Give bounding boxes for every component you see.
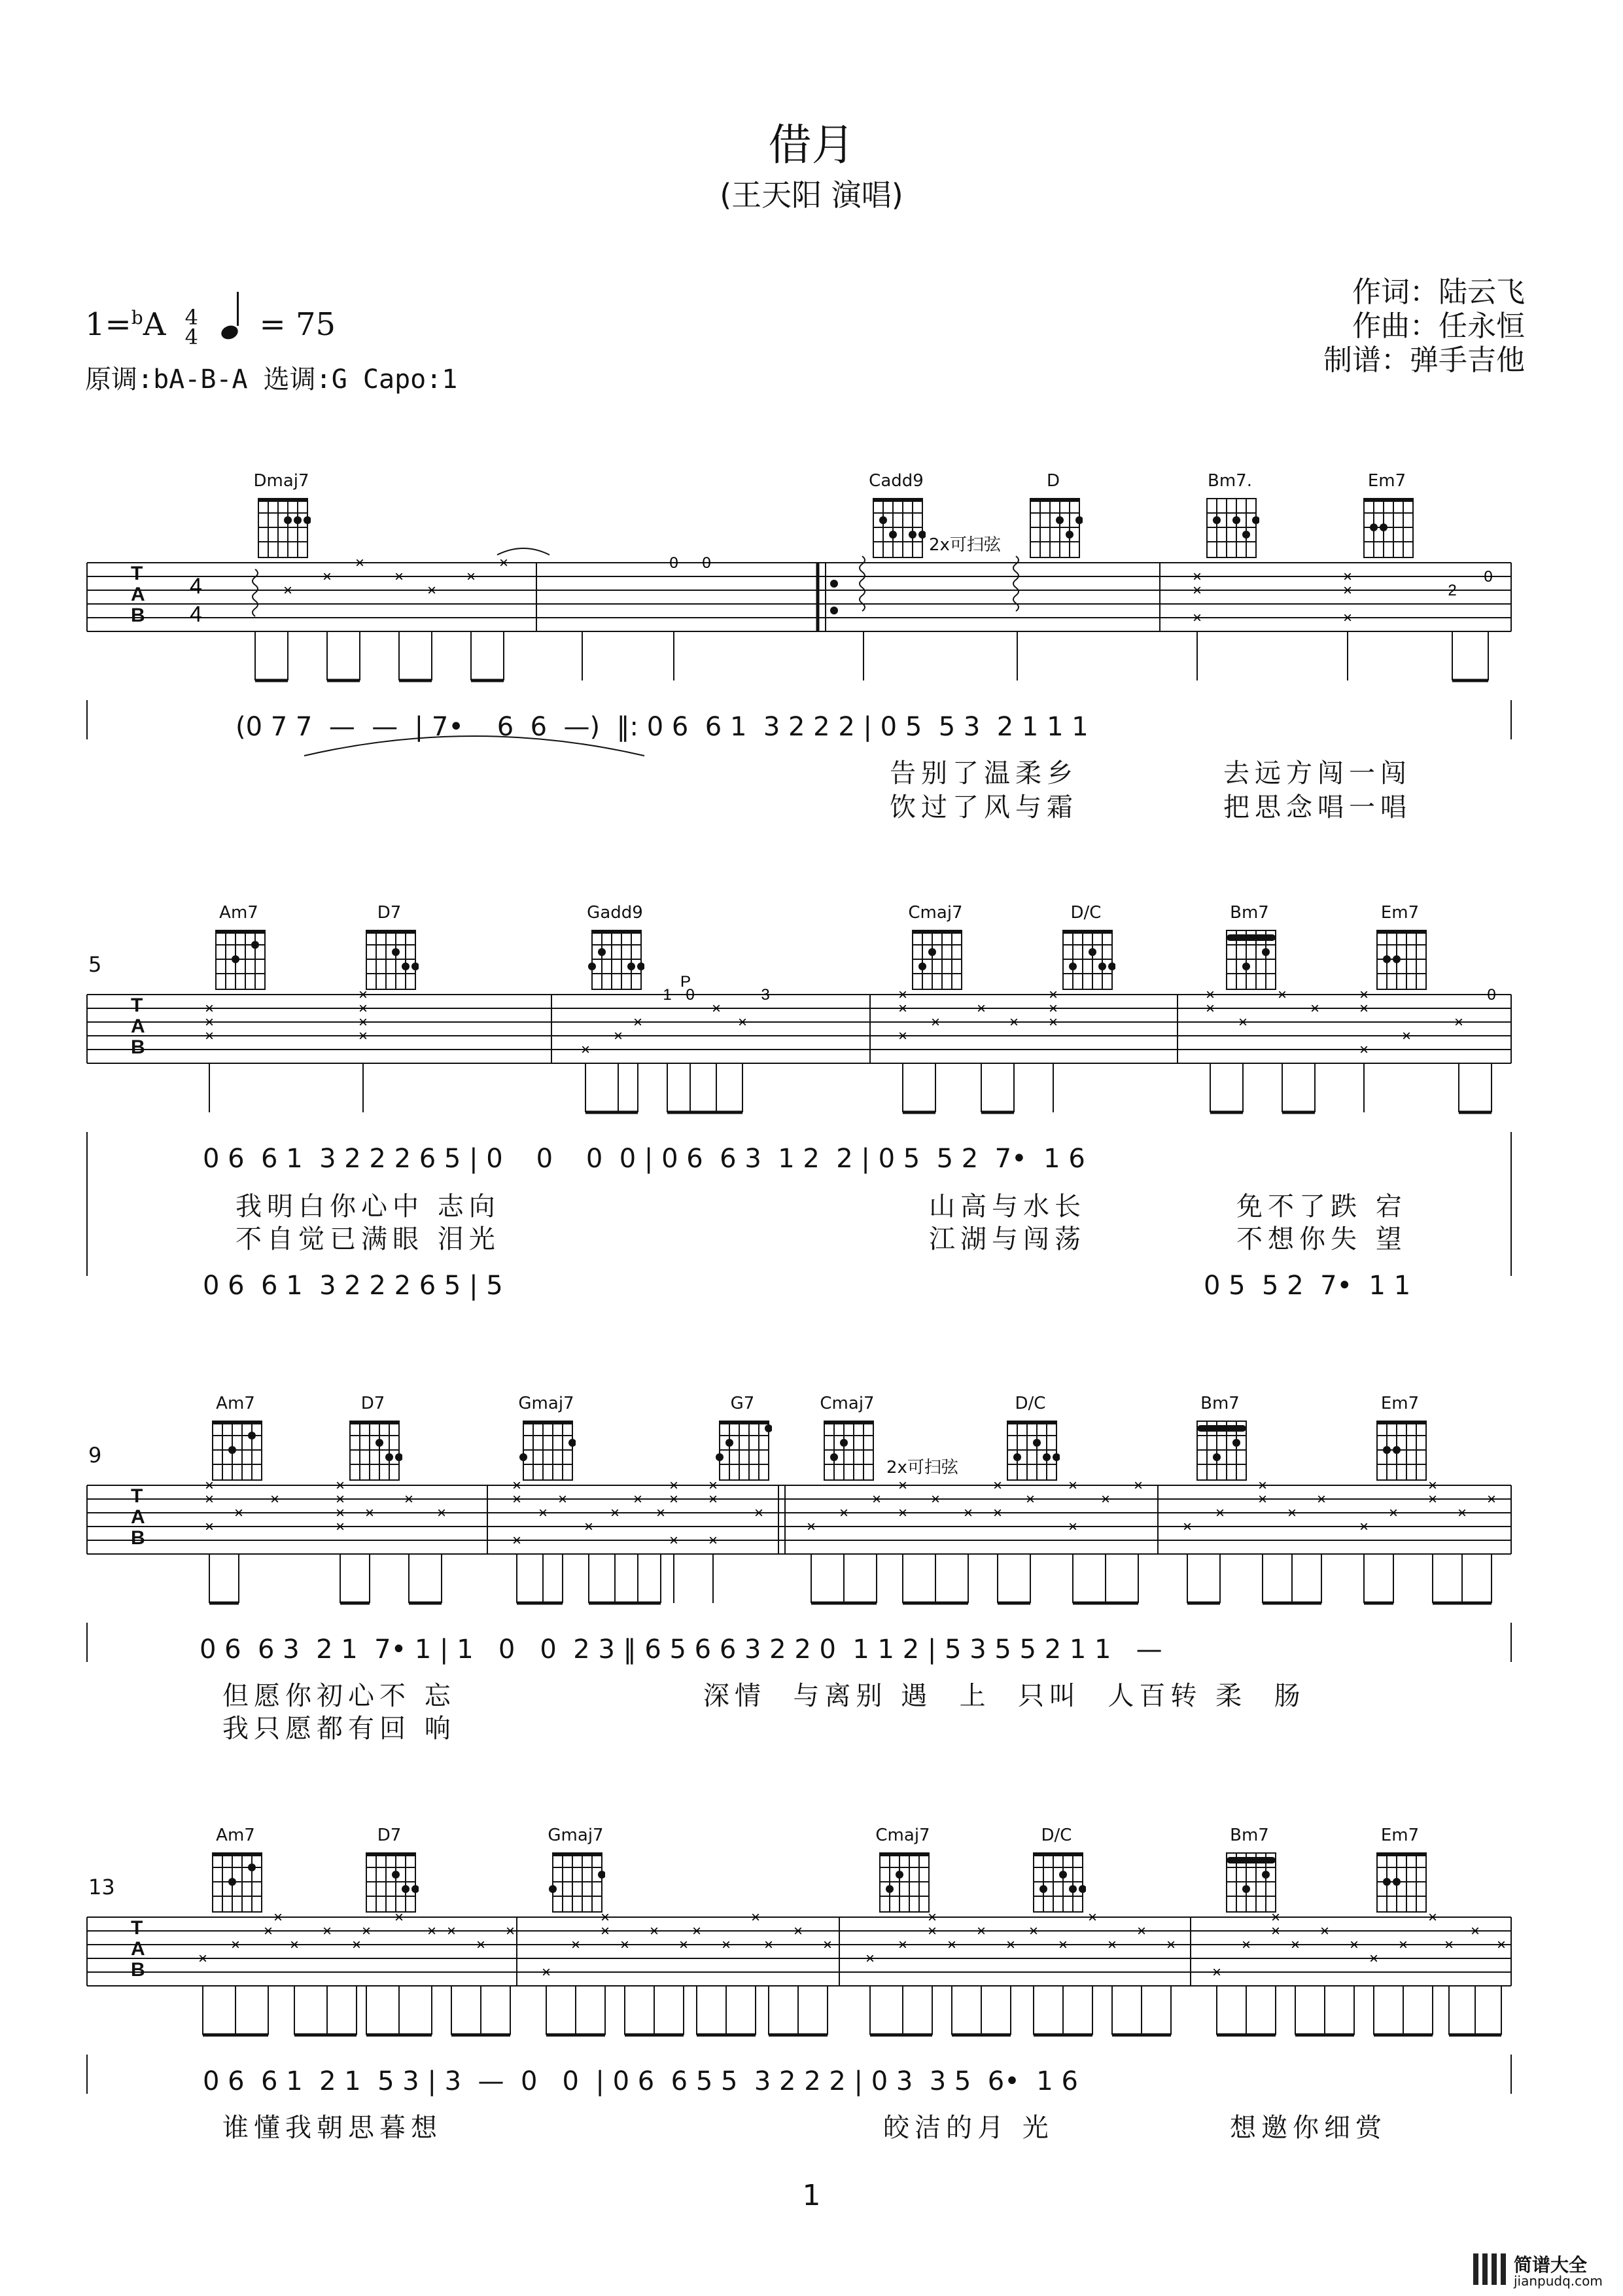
svg-text:4: 4	[190, 602, 202, 627]
svg-text:0: 0	[686, 986, 695, 1004]
chord-grid-icon	[517, 1413, 576, 1485]
svg-text:×: ×	[436, 1504, 447, 1522]
svg-text:×: ×	[1087, 1909, 1098, 1926]
svg-text:2: 2	[1448, 582, 1457, 599]
lyric-line: 皎洁的月 光	[883, 2113, 1054, 2143]
svg-text:×: ×	[1270, 1922, 1281, 1940]
chord-diagram: Am7	[203, 1826, 268, 1917]
svg-text:×: ×	[580, 1041, 591, 1059]
lyric-line: 不自觉已满眼 泪光	[236, 1224, 500, 1254]
chord-grid-icon	[1024, 491, 1083, 563]
svg-text:×: ×	[1359, 1000, 1369, 1017]
chord-diagram: Em7	[1367, 1826, 1433, 1917]
logo-url: jianpudq.com	[1514, 2273, 1603, 2289]
svg-text:×: ×	[678, 1936, 689, 1954]
svg-text:×: ×	[1068, 1477, 1078, 1494]
jianpu-notes: 0 6 6 1 2 1 5 3 | 3 — 0 0 | 0 6 6 5 5 3 2 2 2 | 0 3 3 5 6• 1 6	[203, 2066, 1078, 2096]
chord-grid-icon	[585, 923, 644, 995]
time-sig-bottom: 4	[184, 324, 198, 349]
svg-text:×: ×	[512, 1491, 522, 1508]
svg-text:×: ×	[927, 1909, 937, 1926]
svg-text:×: ×	[1182, 1518, 1193, 1536]
pull-off-mark: P	[680, 973, 691, 991]
svg-text:×: ×	[610, 1504, 620, 1522]
svg-text:×: ×	[358, 986, 368, 1004]
lyric-line: 但愿你初心不 忘	[222, 1681, 456, 1711]
svg-text:×: ×	[721, 1936, 731, 1954]
measure-number: 5	[88, 952, 102, 977]
tab-letter-b: B	[131, 605, 145, 626]
strum-annotation: 2x可扫弦	[886, 1458, 958, 1477]
svg-text:×: ×	[1133, 1477, 1143, 1494]
composer: 作曲：任永恒	[1352, 309, 1525, 343]
chord-diagram: Cmaj7	[814, 1394, 880, 1485]
svg-text:×: ×	[708, 1491, 718, 1508]
svg-text:×: ×	[737, 1014, 748, 1031]
svg-text:×: ×	[669, 1532, 679, 1549]
tab-letter-t: T	[131, 563, 143, 584]
chord-grid-icon	[713, 1413, 772, 1485]
svg-text:×: ×	[1401, 1027, 1412, 1045]
svg-text:×: ×	[263, 1922, 273, 1940]
tab-letter-t: T	[131, 995, 143, 1016]
svg-text:×: ×	[1136, 1922, 1147, 1940]
tab-letter-b: B	[131, 1959, 145, 1981]
chord-diagram: Bm7	[1187, 1394, 1253, 1485]
svg-text:×: ×	[992, 1477, 1003, 1494]
svg-text:×: ×	[898, 986, 908, 1004]
svg-text:×: ×	[927, 1922, 937, 1940]
svg-text:×: ×	[992, 1504, 1003, 1522]
lyric-line: 饮过了风与霜	[890, 792, 1078, 822]
tab-letter-t: T	[131, 1917, 143, 1939]
svg-text:×: ×	[358, 1014, 368, 1031]
svg-text:×: ×	[505, 1922, 515, 1940]
svg-text:×: ×	[711, 1000, 722, 1017]
svg-text:×: ×	[404, 1491, 414, 1508]
svg-text:×: ×	[1212, 1964, 1222, 1981]
svg-text:×: ×	[600, 1909, 610, 1926]
page-number: 1	[802, 2179, 821, 2212]
svg-text:×: ×	[1398, 1936, 1408, 1954]
svg-text:×: ×	[270, 1491, 280, 1508]
chord-grid-icon	[818, 1413, 877, 1485]
svg-text:×: ×	[1342, 609, 1353, 627]
svg-text:×: ×	[204, 1027, 215, 1045]
svg-text:0: 0	[1484, 568, 1493, 586]
jianpu-notes: (0 7 7 — — | 7• 6 6 —) ‖: 0 6 6 1 3 2 2 2 | 0 5 5 3 2 1 1 1	[236, 712, 1089, 742]
tempo: = 75	[259, 306, 336, 343]
svg-text:×: ×	[930, 1491, 941, 1508]
svg-text:×: ×	[466, 568, 476, 586]
svg-text:×: ×	[427, 1922, 437, 1940]
svg-text:×: ×	[335, 1477, 345, 1494]
svg-text:×: ×	[1470, 1922, 1480, 1940]
site-logo	[1472, 2251, 1609, 2290]
svg-text:×: ×	[584, 1518, 594, 1536]
measure-number: 9	[88, 1443, 102, 1468]
chord-grid-icon	[1370, 1413, 1429, 1485]
svg-text:×: ×	[204, 1477, 215, 1494]
svg-text:1: 1	[663, 986, 672, 1004]
svg-text:×: ×	[1359, 1518, 1369, 1536]
svg-text:×: ×	[283, 582, 293, 599]
chord-grid-icon	[252, 491, 311, 563]
svg-text:×: ×	[1486, 1491, 1497, 1508]
svg-text:×: ×	[1257, 1477, 1268, 1494]
svg-text:×: ×	[633, 1491, 643, 1508]
svg-text:×: ×	[364, 1504, 375, 1522]
lyric-line: 山高与水长	[929, 1192, 1086, 1222]
svg-text:×: ×	[1215, 1504, 1225, 1522]
svg-text:×: ×	[669, 1491, 679, 1508]
svg-text:×: ×	[1454, 1014, 1464, 1031]
strum-annotation: 2x可扫弦	[929, 535, 1001, 555]
arranger: 制谱：弹手吉他	[1323, 344, 1525, 377]
svg-text:×: ×	[963, 1504, 973, 1522]
lyric-line: 不想你失 望	[1236, 1224, 1407, 1254]
tab-letter-a: A	[131, 584, 145, 605]
svg-text:×: ×	[1048, 1000, 1058, 1017]
chord-diagram: D7	[357, 903, 422, 995]
svg-text:×: ×	[898, 1504, 908, 1522]
svg-text:×: ×	[865, 1950, 875, 1968]
svg-text:×: ×	[1457, 1504, 1467, 1522]
tab-letter-b: B	[131, 1527, 145, 1549]
svg-text:×: ×	[1205, 986, 1215, 1004]
svg-text:×: ×	[871, 1491, 882, 1508]
svg-text:×: ×	[538, 1504, 548, 1522]
chord-diagram: D7	[357, 1826, 422, 1917]
svg-text:×: ×	[541, 1964, 551, 1981]
svg-text:×: ×	[1238, 1014, 1248, 1031]
svg-text:×: ×	[754, 1504, 764, 1522]
quarter-note-icon	[220, 323, 240, 342]
svg-text:×: ×	[1100, 1491, 1111, 1508]
svg-text:×: ×	[1192, 582, 1202, 599]
svg-text:×: ×	[198, 1950, 208, 1968]
svg-text:×: ×	[1205, 1000, 1215, 1017]
svg-text:×: ×	[1319, 1922, 1330, 1940]
measure-number: 13	[88, 1875, 115, 1899]
chord-diagram: Dmaj7	[249, 471, 314, 563]
chord-diagram: D/C	[998, 1394, 1063, 1485]
chord-diagram: Bm7	[1217, 903, 1282, 995]
tab-letter-t: T	[131, 1485, 143, 1507]
svg-text:×: ×	[1290, 1936, 1300, 1954]
svg-text:×: ×	[708, 1532, 718, 1549]
svg-text:0: 0	[669, 554, 678, 572]
svg-text:×: ×	[1444, 1936, 1454, 1954]
chord-grid-icon	[360, 1845, 419, 1917]
svg-text:×: ×	[1359, 1041, 1369, 1059]
chord-diagram: D	[1021, 471, 1086, 563]
chord-grid-icon	[209, 923, 268, 995]
svg-text:×: ×	[361, 1922, 372, 1940]
jianpu-notes-alt: 0 5 5 2 7• 1 1	[1204, 1271, 1411, 1301]
svg-text:×: ×	[898, 1000, 908, 1017]
tab-letter-a: A	[131, 1016, 145, 1037]
svg-text:×: ×	[1270, 1909, 1281, 1926]
lyric-line: 想邀你细赏	[1230, 2113, 1387, 2143]
svg-text:×: ×	[793, 1922, 803, 1940]
svg-text:×: ×	[1257, 1491, 1268, 1508]
chord-diagram: D/C	[1053, 903, 1119, 995]
chord-grid-icon	[1220, 1845, 1279, 1917]
svg-text:×: ×	[763, 1936, 774, 1954]
svg-text:×: ×	[930, 1014, 941, 1031]
svg-text:×: ×	[655, 1504, 666, 1522]
svg-text:×: ×	[898, 1936, 908, 1954]
chord-diagram: Cmaj7	[903, 903, 968, 995]
svg-text:×: ×	[335, 1491, 345, 1508]
chord-grid-icon	[867, 491, 926, 563]
svg-text:×: ×	[1028, 1922, 1039, 1940]
svg-text:×: ×	[806, 1518, 816, 1536]
song-title: 借月	[768, 120, 855, 170]
svg-text:×: ×	[335, 1504, 345, 1522]
time-sig-top: 4	[184, 304, 198, 330]
lyric-line: 免不了跌 宕	[1236, 1192, 1407, 1222]
chord-grid-icon	[360, 923, 419, 995]
svg-text:×: ×	[351, 1936, 362, 1954]
svg-text:×: ×	[394, 1909, 404, 1926]
svg-text:×: ×	[600, 1922, 610, 1940]
svg-text:×: ×	[1241, 1936, 1251, 1954]
svg-text:×: ×	[649, 1922, 659, 1940]
chord-diagram: Em7	[1367, 903, 1433, 995]
svg-text:×: ×	[358, 1000, 368, 1017]
chord-diagram: Am7	[206, 903, 271, 995]
svg-text:×: ×	[204, 1000, 215, 1017]
lyric-line: 我只愿都有回 响	[222, 1714, 456, 1744]
logo-text: 简谱大全	[1514, 2254, 1588, 2276]
logo-icon	[1472, 2251, 1509, 2287]
svg-text:×: ×	[234, 1504, 244, 1522]
chord-diagram: Cadd9	[864, 471, 929, 563]
jianpu-notes: 0 6 6 3 2 1 7• 1 | 1 0 0 2 3 ‖ 6 5 6 6 3 2 2 0 1 1 2 | 5 3 5 5 2 1 1 —	[200, 1634, 1162, 1665]
tab-letter-a: A	[131, 1938, 145, 1960]
chord-grid-icon	[546, 1845, 605, 1917]
svg-text:×: ×	[512, 1532, 522, 1549]
chord-grid-icon	[206, 1845, 265, 1917]
chord-grid-icon	[1200, 491, 1259, 563]
chord-grid-icon	[343, 1413, 402, 1485]
chord-grid-icon	[1370, 1845, 1429, 1917]
jianpu-notes-alt: 0 6 6 1 3 2 2 2 6 5 | 5	[203, 1271, 503, 1301]
svg-text:×: ×	[839, 1504, 849, 1522]
svg-text:×: ×	[358, 1027, 368, 1045]
svg-text:×: ×	[1005, 1936, 1016, 1954]
svg-text:×: ×	[1388, 1504, 1399, 1522]
chord-grid-icon	[1191, 1413, 1249, 1485]
svg-text:×: ×	[446, 1922, 457, 1940]
chord-diagram: Gadd9	[582, 903, 648, 995]
svg-text:×: ×	[750, 1909, 761, 1926]
lyric-line: 去远方闯一闯	[1223, 758, 1412, 788]
svg-text:×: ×	[822, 1936, 833, 1954]
svg-text:×: ×	[1496, 1936, 1507, 1954]
svg-text:×: ×	[1166, 1936, 1176, 1954]
original-key-line: 原调:bA-B-A 选调:G Capo:1	[85, 364, 458, 395]
svg-text:×: ×	[322, 1922, 332, 1940]
chord-grid-icon	[1027, 1845, 1086, 1917]
svg-text:×: ×	[1427, 1477, 1438, 1494]
svg-text:×: ×	[322, 568, 332, 586]
svg-text:×: ×	[498, 554, 509, 572]
svg-text:×: ×	[1369, 1950, 1379, 1968]
svg-text:×: ×	[512, 1477, 522, 1494]
svg-text:×: ×	[669, 1477, 679, 1494]
chord-grid-icon	[1056, 923, 1115, 995]
svg-text:×: ×	[976, 1922, 986, 1940]
chord-diagram: Gmaj7	[514, 1394, 579, 1485]
chord-grid-icon	[1370, 923, 1429, 995]
svg-text:×: ×	[1310, 1000, 1320, 1017]
chord-grid-icon	[873, 1845, 932, 1917]
svg-text:×: ×	[613, 1027, 623, 1045]
svg-text:×: ×	[1048, 986, 1058, 1004]
jianpu-notes: 0 6 6 1 3 2 2 2 6 5 | 0 0 0 0 | 0 6 6 3 1 2 2 | 0 5 5 2 7• 1 6	[203, 1144, 1085, 1174]
lyric-line: 谁懂我朝思暮想	[222, 2113, 442, 2143]
svg-text:×: ×	[1342, 568, 1353, 586]
svg-text:×: ×	[355, 554, 365, 572]
tab-letter-a: A	[131, 1506, 145, 1528]
svg-text:×: ×	[1048, 1014, 1058, 1031]
chord-diagram: Gmaj7	[543, 1826, 608, 1917]
svg-text:×: ×	[230, 1936, 241, 1954]
chord-diagram: Bm7.	[1197, 471, 1263, 563]
svg-text:×: ×	[1349, 1936, 1359, 1954]
svg-text:×: ×	[898, 1027, 908, 1045]
svg-text:×: ×	[394, 568, 404, 586]
chord-diagram: G7	[710, 1394, 775, 1485]
chord-diagram: Bm7	[1217, 1826, 1282, 1917]
svg-text:×: ×	[1025, 1491, 1036, 1508]
svg-text:×: ×	[1192, 568, 1202, 586]
chord-diagram: Cmaj7	[870, 1826, 935, 1917]
svg-text:0: 0	[702, 554, 711, 572]
svg-text:×: ×	[898, 1477, 908, 1494]
svg-text:×: ×	[289, 1936, 300, 1954]
chord-diagram: D/C	[1024, 1826, 1089, 1917]
chord-grid-icon	[1357, 491, 1416, 563]
svg-text:×: ×	[1058, 1936, 1068, 1954]
lyric-line: 我明白你心中 志向	[236, 1192, 500, 1222]
chord-diagram: Am7	[203, 1394, 268, 1485]
svg-text:×: ×	[273, 1909, 283, 1926]
key-signature: 1=$^b$A 4 4 = 75	[85, 301, 336, 347]
svg-text:×: ×	[1192, 609, 1202, 627]
tab-letter-b: B	[131, 1036, 145, 1058]
lyric-line: 江湖与闯荡	[929, 1224, 1086, 1254]
svg-text:×: ×	[620, 1936, 630, 1954]
svg-text:×: ×	[976, 1000, 986, 1017]
svg-text:0: 0	[1487, 986, 1496, 1004]
svg-text:×: ×	[1427, 1491, 1438, 1508]
chord-grid-icon	[1001, 1413, 1060, 1485]
chord-diagram: Em7	[1367, 1394, 1433, 1485]
svg-text:×: ×	[1287, 1504, 1297, 1522]
svg-text:×: ×	[204, 1014, 215, 1031]
lyric-line: 深情 与离别 遇 上 只叫 人百转 柔 肠	[703, 1681, 1306, 1711]
svg-text:×: ×	[1277, 986, 1287, 1004]
lyricist: 作词：陆云飞	[1352, 275, 1525, 309]
chord-grid-icon	[206, 1413, 265, 1485]
svg-text:×: ×	[1427, 1909, 1438, 1926]
svg-text:×: ×	[204, 1518, 215, 1536]
svg-text:×: ×	[947, 1936, 957, 1954]
chord-grid-icon	[1220, 923, 1279, 995]
song-subtitle: (王天阳 演唱)	[720, 177, 903, 213]
lyric-line: 告别了温柔乡	[890, 758, 1078, 788]
svg-text:×: ×	[1107, 1936, 1117, 1954]
svg-text:×: ×	[570, 1936, 581, 1954]
chord-grid-icon	[906, 923, 965, 995]
svg-text:×: ×	[1316, 1491, 1327, 1508]
svg-text:×: ×	[476, 1936, 486, 1954]
svg-text:×: ×	[1342, 582, 1353, 599]
svg-text:×: ×	[427, 582, 437, 599]
svg-text:×: ×	[708, 1477, 718, 1494]
svg-text:×: ×	[1359, 986, 1369, 1004]
chord-diagram: Em7	[1354, 471, 1420, 563]
svg-text:×: ×	[557, 1491, 568, 1508]
lyric-line: 把思念唱一唱	[1223, 792, 1412, 822]
svg-text:×: ×	[633, 1014, 643, 1031]
chord-diagram: D7	[340, 1394, 406, 1485]
svg-text:×: ×	[335, 1518, 345, 1536]
svg-text:4: 4	[190, 574, 202, 599]
svg-text:×: ×	[204, 1491, 215, 1508]
svg-text:×: ×	[1068, 1518, 1078, 1536]
svg-text:3: 3	[761, 986, 770, 1004]
svg-text:×: ×	[691, 1922, 702, 1940]
svg-text:×: ×	[1009, 1014, 1019, 1031]
